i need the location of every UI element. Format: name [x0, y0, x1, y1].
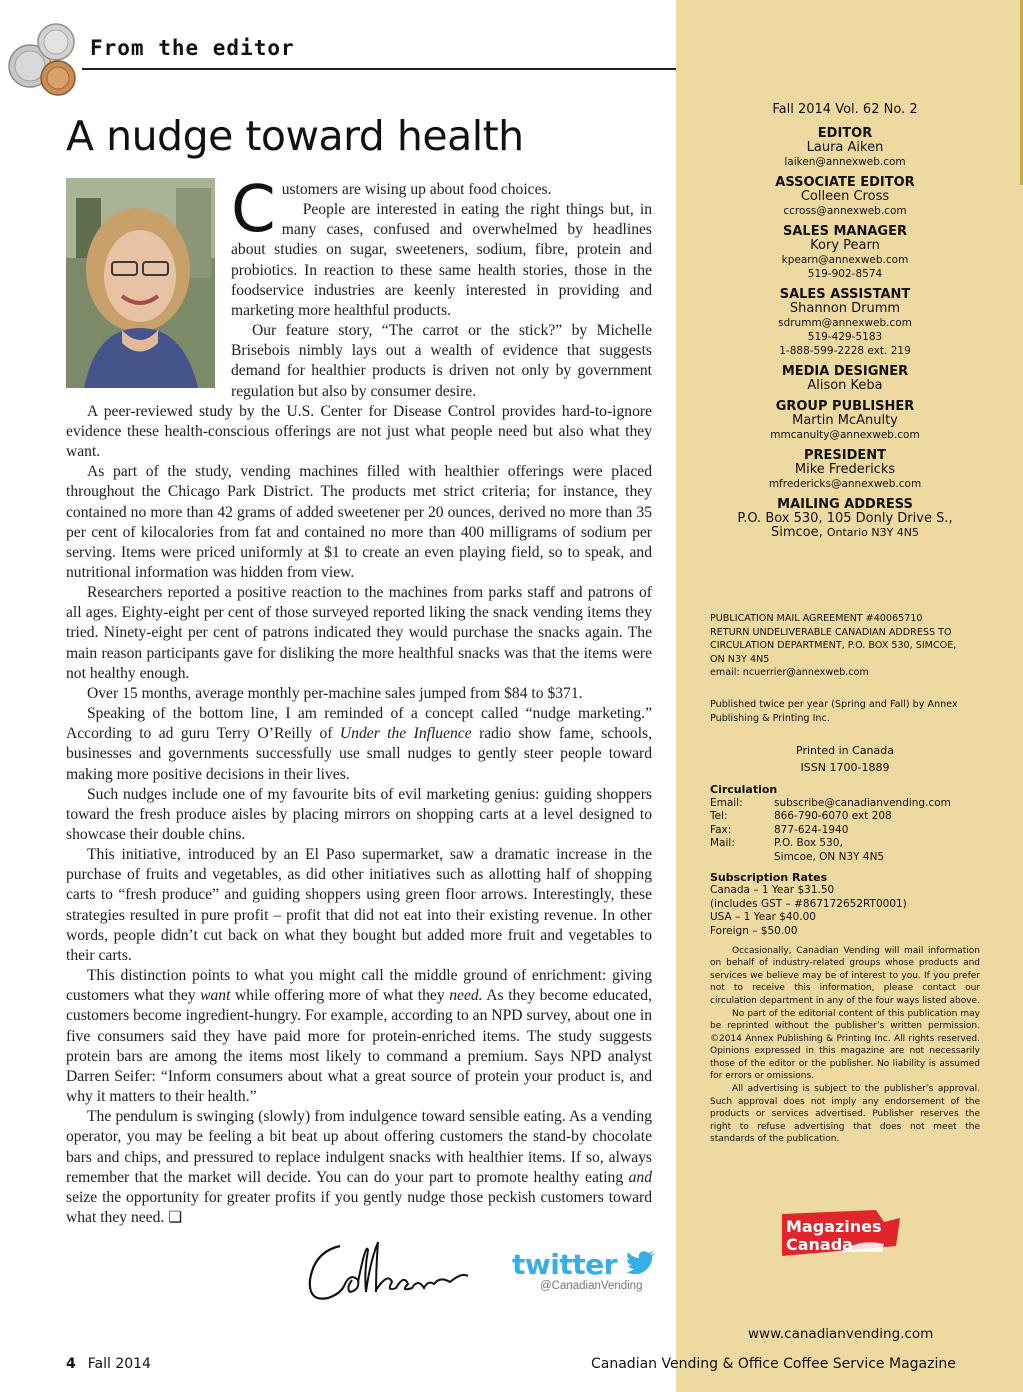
circulation-row — [710, 851, 980, 865]
staff-name: Shannon Drumm — [789, 301, 901, 316]
staff-name: Mike Fredericks — [794, 462, 896, 477]
editor-signature — [300, 1232, 480, 1312]
article-paragraph — [66, 704, 652, 785]
article-paragraph: Our feature story, “The carrot or the stick?” by Michelle Brisebois nimbly lays out a wealth of evidence that suggests demand for healthier products is driven not only by government regulation but also by consumer desire. — [231, 322, 652, 400]
staff-entry — [710, 288, 980, 358]
section-title: From the editor — [90, 36, 295, 60]
mailing-province: Ontario N3Y 4N5 — [826, 526, 920, 539]
article-paragraph: Such nudges include one of my favourite bits of evil marketing genius: guiding shoppers toward the fresh produce aisles by placing mirrors on shopping carts at a level designed to showcase their double chins. — [66, 785, 652, 843]
issue-info: Fall 2014 Vol. 62 No. 2 — [772, 102, 918, 117]
logo-text: Magazines — [786, 1217, 882, 1236]
dropcap: C — [231, 173, 276, 247]
article-paragraph: This initiative, introduced by an El Paso supermarket, saw a dramatic increase in the purchase of fruits and vegetables, as did other initiatives such as allotting half of shopping carts to “fresh produce” and guiding shoppers using green floor arrows. Interestingly, these strategies resulted in pure profit – profit that did not eat into their existing revenue. In other words, people didn’t cut back on what they bought but added more fruit and vegetables to their carts. — [66, 846, 652, 964]
circulation-title: Circulation — [710, 783, 778, 796]
mailing-line: P.O. Box 530, 105 Donly Drive S., — [737, 511, 953, 526]
staff-entry — [710, 365, 980, 393]
agreement-line: PUBLICATION MAIL AGREEMENT #40065710 — [710, 613, 923, 624]
circulation-value: Simcoe, ON N3Y 4N5 — [774, 850, 885, 863]
staff-phone: 519-902-8574 — [807, 268, 883, 280]
rate-line: USA – 1 Year $40.00 — [710, 911, 816, 924]
staff-role: SALES MANAGER — [783, 224, 907, 239]
coins-icon — [6, 20, 82, 98]
circulation-value: 866-790-6070 ext 208 — [774, 810, 892, 823]
mail-agreement — [710, 612, 980, 680]
article-paragraph-text: This distinction points to what you might call the middle ground of enrichment: giving customers what they — [66, 967, 652, 1005]
agreement-line: email: ncuerrier@annexweb.com — [710, 667, 869, 679]
staff-name: Kory Pearn — [810, 238, 880, 253]
rates-title: Subscription Rates — [710, 870, 828, 884]
rate-line: Foreign – $50.00 — [710, 924, 798, 937]
staff-email[interactable]: ccross@annexweb.com — [783, 205, 907, 217]
staff-email[interactable]: sdrumm@annexweb.com — [778, 317, 912, 329]
agreement-line: ON N3Y 4N5 — [710, 653, 770, 665]
mailing-line — [710, 526, 980, 540]
article-paragraph: People are interested in eating the right things but, in many cases, confused and overwhelmed by headlines about studies on sugar, sweeteners, sodium, fibre, protein and probiotics. In reaction to these same health stories, those in the foodservice industries are keenly interested in providing and marketing more healthful products. — [231, 201, 652, 319]
staff-entry — [710, 449, 980, 491]
article-paragraph-text: radio show fame, schools, businesses and governments successfully use small nudges to gently steer people toward making more positive decisions in their lives. — [66, 725, 652, 783]
staff-role: SALES ASSISTANT — [779, 287, 911, 302]
article-paragraph — [66, 1107, 652, 1228]
staff-role: EDITOR — [817, 126, 873, 141]
emphasis-word: and — [628, 1168, 652, 1186]
publishing-note: Published twice per year (Spring and Fall) by Annex Publishing & Printing Inc. — [710, 699, 958, 724]
article-paragraph: A peer-reviewed study by the U.S. Center for Disease Control provides hard-to-ignore evidence these health-conscious offerings are not just what people need but also what they want. — [66, 402, 652, 461]
circulation-row — [710, 824, 980, 838]
staff-email[interactable]: laiken@annexweb.com — [784, 156, 906, 168]
staff-phone: 519-429-5183 — [807, 331, 883, 343]
fine-print-paragraph: Occasionally, Canadian Vending will mail information on behalf of industry-related groups whose products and services we believe may be of interest to you. If you prefer not to receive this information, please contact our circulation department in any of the four ways listed above. — [710, 945, 980, 1006]
article-paragraph: Researchers reported a positive reaction to the machines from parks staff and patrons of all ages. Eighty-eight per cent of those surveyed reported liking the snack vending items they tried. Ninety-eight per cent of patrons indicated they would purchase the snacks again. The main reason participants gave for disliking the more healthful snacks was that the items were not healthy enough. — [66, 584, 652, 682]
staff-role: ASSOCIATE EDITOR — [775, 175, 915, 190]
emphasis-word: need. — [449, 987, 483, 1005]
circulation-key: Tel: — [710, 810, 728, 823]
staff-email[interactable]: mmcanulty@annexweb.com — [770, 429, 920, 441]
article-paragraph-text: ustomers are wising up about food choices. — [281, 181, 552, 198]
circulation-row — [710, 797, 980, 811]
headline: A nudge toward health — [66, 112, 524, 160]
fine-print-paragraph: No part of the editorial content of this publication may be reprinted without the publisher’s written permission. ©2014 Annex Publishing & Printing Inc. All rights reserved. Opinions expressed in this magazine are not necessarily those of the editor or the publisher. No liability is assumed for errors or omissions. — [710, 1008, 980, 1082]
agreement-line: CIRCULATION DEPARTMENT, P.O. BOX 530, SIMCOE, — [710, 640, 957, 652]
staff-entry — [710, 176, 980, 218]
circulation-row — [710, 810, 980, 824]
title-rule — [82, 68, 676, 70]
article-paragraph-text: As they become educated, customers become ingredient-hungry. For example, according to an NPD survey, about one in five consumers said they have paid more for protein-enriched items. The study suggests protein bars are among the items most likely to command a premium. Says NPD analyst Darren Seifer: “Inform consumers about what a great source of protein your product is, and why it matters to their health.” — [66, 987, 652, 1106]
staff-role: GROUP PUBLISHER — [775, 399, 915, 414]
circulation-value: 877-624-1940 — [774, 823, 849, 836]
twitter-bird-icon — [626, 1250, 656, 1274]
twitter-handle: @CanadianVending — [540, 1280, 643, 1292]
article-paragraph — [66, 966, 652, 1107]
twitter-logo-text: twitter — [512, 1248, 617, 1281]
circulation-key: Email: — [710, 796, 743, 809]
footer-issue: Fall 2014 — [87, 1356, 151, 1372]
article-paragraph: As part of the study, vending machines filled with healthier offerings were placed throughout the Chicago Park District. The products met strict criteria; for instance, they contained no more than 42 grams of added sweetener per 20 ounces, derived no more than 35 per cent of kilocalories from fat and contained no more than 400 milligrams of sodium per serving. Items were priced uniformly at $1 to create an even playing field, so to speak, and nutritional information was hidden from view. — [66, 463, 652, 581]
staff-role: PRESIDENT — [803, 448, 887, 463]
staff-name: Martin McAnulty — [792, 413, 898, 428]
article-paragraph-text: The pendulum is swinging (slowly) from indulgence toward sensible eating. As a vending operator, you may be feeling a bit beat up about offering customers the stand-by chocolate bars and chips, and pressured to replace indulgent snacks with healthier items. If so, always remember that the market will decide. You can do your part to promote healthy eating — [66, 1108, 652, 1186]
staff-name: Colleen Cross — [800, 189, 890, 204]
agreement-line: RETURN UNDELIVERABLE CANADIAN ADDRESS TO — [710, 626, 952, 638]
circulation-key: Mail: — [710, 837, 735, 850]
circulation-row — [710, 837, 980, 851]
rate-line: Canada – 1 Year $31.50 — [710, 884, 835, 897]
article-paragraph-text: seize the opportunity for greater profits if you gently nudge those peckish customers toward what they need. ❏ — [66, 1188, 652, 1226]
circulation-value: P.O. Box 530, — [774, 837, 843, 850]
mailing-address — [710, 498, 980, 540]
staff-role: MEDIA DESIGNER — [781, 364, 909, 379]
masthead-staff — [710, 102, 980, 540]
logo-text: Canada — [786, 1235, 853, 1254]
mailing-city: Simcoe, — [770, 525, 823, 540]
circulation-value[interactable]: subscribe@canadianvending.com — [774, 796, 951, 809]
footer-magazine-name: Canadian Vending & Office Coffee Service Magazine — [591, 1356, 956, 1372]
staff-entry — [710, 127, 980, 169]
circulation-block — [710, 783, 980, 1146]
issn: ISSN 1700-1889 — [800, 761, 890, 774]
radio-show-title: Under the Influence — [339, 725, 472, 743]
emphasis-word: want — [200, 987, 231, 1005]
twitter-badge[interactable] — [508, 1248, 668, 1298]
photo-float — [66, 180, 231, 394]
footer-folio — [66, 1356, 151, 1372]
rate-line: (includes GST – #867172652RT0001) — [710, 897, 907, 910]
article-paragraph: Over 15 months, average monthly per-machine sales jumped from $84 to $371. — [87, 684, 583, 702]
article-paragraph-text: Speaking of the bottom line, I am reminded of a concept called “nudge marketing.” According to ad guru Terry O’Reilly of — [66, 705, 652, 743]
website-link[interactable]: www.canadianvending.com — [748, 1326, 934, 1342]
staff-email[interactable]: mfredericks@annexweb.com — [768, 478, 922, 490]
fine-print — [710, 945, 980, 1147]
staff-name: Laura Aiken — [806, 140, 884, 155]
staff-name: Alison Keba — [807, 378, 883, 393]
circulation-key — [710, 851, 774, 865]
printing-info — [710, 742, 980, 776]
magazines-canada-logo — [780, 1208, 902, 1258]
page-number: 4 — [66, 1356, 76, 1372]
fine-print-paragraph: All advertising is subject to the publisher’s approval. Such approval does not imply any endorsement of the products or services advertised. Publisher reserves the right to refuse advertising that does not meet the standards of the publication. — [710, 1084, 980, 1145]
staff-email[interactable]: kpearn@annexweb.com — [781, 254, 909, 266]
staff-phone: 1-888-599-2228 ext. 219 — [779, 345, 911, 357]
printed-in: Printed in Canada — [796, 744, 894, 757]
article-body — [66, 173, 652, 1228]
mailing-title: MAILING ADDRESS — [777, 497, 913, 512]
article-paragraph-text: while offering more of what they — [230, 987, 450, 1005]
staff-entry — [710, 225, 980, 281]
circulation-key: Fax: — [710, 823, 732, 836]
staff-entry — [710, 400, 980, 442]
